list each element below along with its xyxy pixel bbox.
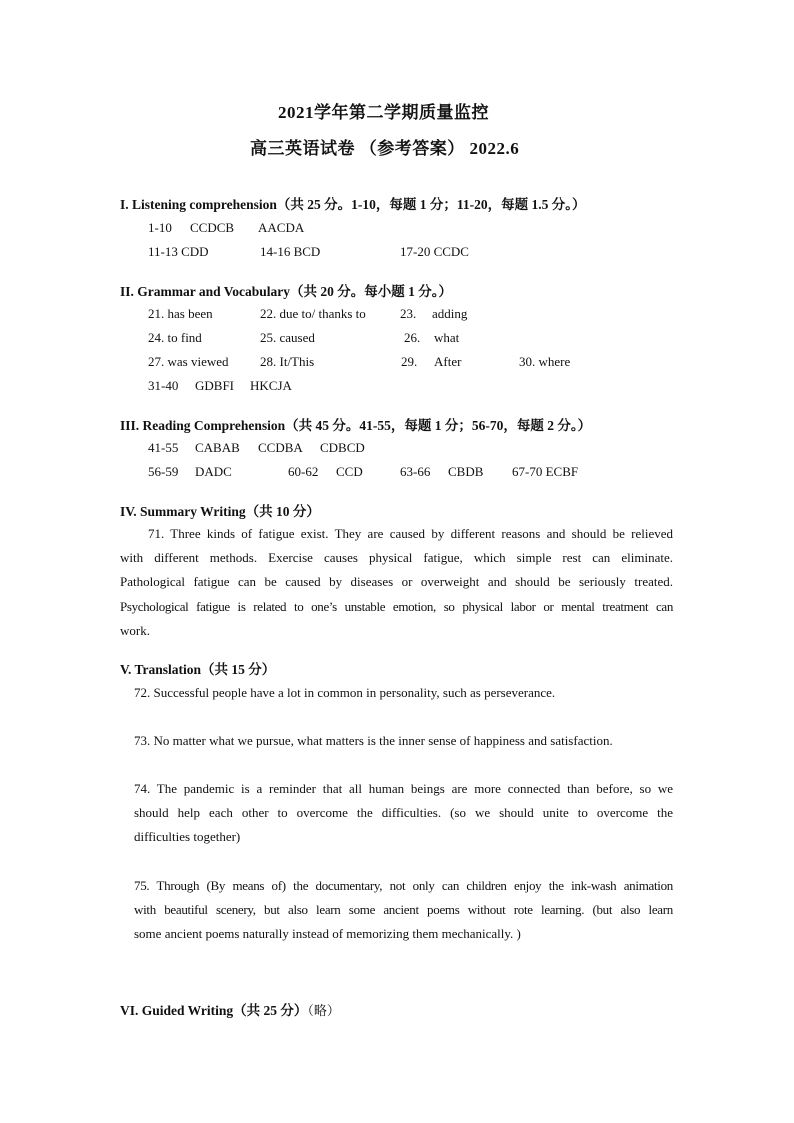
answer-56-59-label: 56-59 <box>148 464 179 479</box>
answer-41-45: CABAB <box>195 440 240 455</box>
answer-60-62: CCD <box>336 464 363 479</box>
section-reading-title: III. Reading Comprehension（共 45 分。41-55，每题 1 分；56-70，每题 2 分。） <box>120 418 592 433</box>
answer-11-13: 11-13 CDD <box>148 244 209 259</box>
translation-72: 72. Successful people have a lot in common in personality, such as perseverance. <box>134 685 556 700</box>
translation-75-line: 75. Through (By means of) the documentary, not only can children enjoy the ink-wash animation <box>134 878 673 893</box>
translation-75-line: some ancient poems naturally instead of memorizing them mechanically. ) <box>134 926 521 942</box>
translation-73: 73. No matter what we pursue, what matters is the inner sense of happiness and satisfaction. <box>134 733 613 748</box>
answer-31-35: GDBFI <box>195 378 235 393</box>
section-grammar-title: II. Grammar and Vocabulary（共 20 分。每小题 1 分。） <box>120 284 453 299</box>
section-guided-writing <box>120 999 340 1020</box>
section-listening-title: I. Listening comprehension（共 25 分。1-10，每题 1 分；11-20，每题 1.5 分。） <box>120 197 586 212</box>
answer-51-55: CDBCD <box>320 440 365 455</box>
answer-1-5: CCDCB <box>190 220 235 235</box>
answer-46-50: CCDBA <box>258 440 303 455</box>
summary-line: Psychological fatigue is related to one’s unstable emotion, so physical labor or mental treatment can <box>120 598 673 614</box>
answer-60-62-label: 60-62 <box>288 464 319 479</box>
answer-17-20: 17-20 CCDC <box>400 244 469 259</box>
answer-23: adding <box>432 306 468 321</box>
summary-line: 71. Three kinds of fatigue exist. They are caused by different reasons and should be relieved <box>148 526 673 541</box>
translation-74-line: 74. The pandemic is a reminder that all human beings are more connected than before, so we <box>134 781 673 796</box>
section-summary-title: IV. Summary Writing（共 10 分） <box>120 504 320 519</box>
answer-36-40: HKCJA <box>250 378 292 393</box>
answer-28: 28. It/This <box>260 354 315 369</box>
section-translation-title: V. Translation（共 15 分） <box>120 662 276 677</box>
answer-25: 25. caused <box>260 330 315 345</box>
answer-14-16: 14-16 BCD <box>260 244 321 259</box>
answer-30: 30. where <box>519 354 571 369</box>
doc-subtitle: 高三英语试卷 （参考答案） 2022.6 <box>250 139 520 158</box>
answer-24: 24. to find <box>148 330 202 345</box>
doc-title: 2021学年第二学期质量监控 <box>278 103 489 122</box>
translation-74-line: difficulties together) <box>134 829 241 845</box>
answer-31-40-label: 31-40 <box>148 378 179 393</box>
answer-29-number: 29. <box>401 354 418 369</box>
summary-answer <box>120 522 673 643</box>
answer-63-66-label: 63-66 <box>400 464 431 479</box>
answer-26: what <box>434 330 460 345</box>
answer-22: 22. due to/ thanks to <box>260 306 366 321</box>
answer-63-66: CBDB <box>448 464 484 479</box>
summary-line: with different methods. Exercise causes physical fatigue, which simple rest can eliminate. <box>120 550 673 566</box>
summary-line: Pathological fatigue can be caused by diseases or overweight and should be seriously treated. <box>120 574 673 590</box>
translation-75 <box>134 874 673 947</box>
answer-27: 27. was viewed <box>148 354 229 369</box>
answer-29: After <box>434 354 462 369</box>
answer-67-70: 67-70 ECBF <box>512 464 579 479</box>
answer-21: 21. has been <box>148 306 213 321</box>
answer-41-55-label: 41-55 <box>148 440 179 455</box>
translation-75-line: with beautiful scenery, but also learn some ancient poems without rote learning. (but also learn <box>134 902 673 918</box>
section-guided-writing-title: VI. Guided Writing（共 25 分） <box>120 1003 308 1018</box>
answer-23-number: 23. <box>400 306 417 321</box>
answer-56-59: DADC <box>195 464 232 479</box>
guided-writing-note: （略） <box>307 1003 340 1018</box>
answer-26-number: 26. <box>404 330 421 345</box>
translation-74 <box>134 777 673 850</box>
translation-74-line: should help each other to overcome the difficulties. (so we should unite to overcome the <box>134 805 673 821</box>
answer-1-10-label: 1-10 <box>148 220 172 235</box>
summary-line: work. <box>120 622 150 638</box>
answer-6-10: AACDA <box>258 220 305 235</box>
